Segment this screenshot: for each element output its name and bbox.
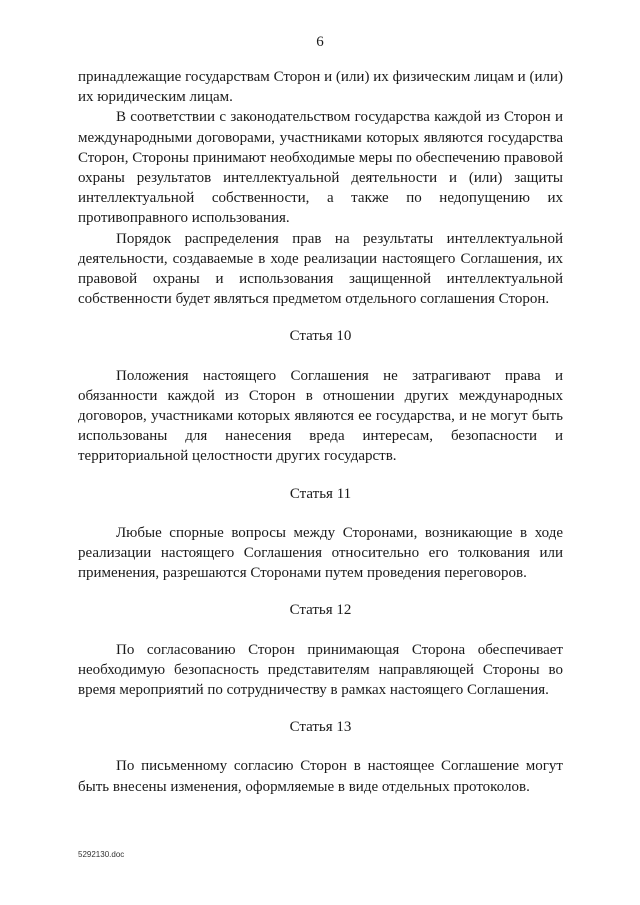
article-12-text: По согласованию Сторон принимающая Сторона обеспечивает необходимую безопасность представителям направляющей Стороны во время мероприятий по сотрудничеству в рамках настоящего Соглашения. [78,641,563,699]
page-number: 6 [316,34,324,50]
paragraph-ip-distribution: Порядок распределения прав на результаты интеллектуальной деятельности, создаваемые в ходе реализации настоящего Соглашения, их правовой охраны и использования защищенной интеллектуальной собственности будет являться предметом отдельного соглашения Сторон. [78,230,563,308]
article-10-heading: Статья 10 [289,328,352,345]
article-11-heading: Статья 11 [289,485,352,502]
paragraph-ip-protection: В соответствии с законодательством государства каждой из Сторон и международными договорами, участниками которых являются государства Сторон, Стороны принимают необходимые меры по обеспечению правовой охраны результатов интеллектуальной деятельности и (или) защиты интеллектуальной собственности, а также по недопущению их противоправного использования. [78,109,563,227]
footer-filename: 5292130.doc [78,850,125,859]
paragraph-continuation: принадлежащие государствам Сторон и (или) их физическим лицам и (или) их юридическим лицам. [78,69,563,106]
article-12-heading: Статья 12 [289,602,352,619]
article-10-text: Положения настоящего Соглашения не затрагивают права и обязанности каждой из Сторон в отношении других международных договоров, участниками которых являются ее государства, и не могут быть использованы для нанесения вреда интересам, безопасности и территориальной целостности других государств. [78,367,563,465]
article-13-text: По письменному согласию Сторон в настоящее Соглашение могут быть внесены изменения, оформляемые в виде отдельных протоколов. [78,758,563,795]
article-11-text: Любые спорные вопросы между Сторонами, возникающие в ходе реализации настоящего Соглашения относительно его толкования или применения, разрешаются Сторонами путем проведения переговоров. [78,524,563,582]
document-body [78,67,563,797]
article-13-heading: Статья 13 [289,719,352,736]
